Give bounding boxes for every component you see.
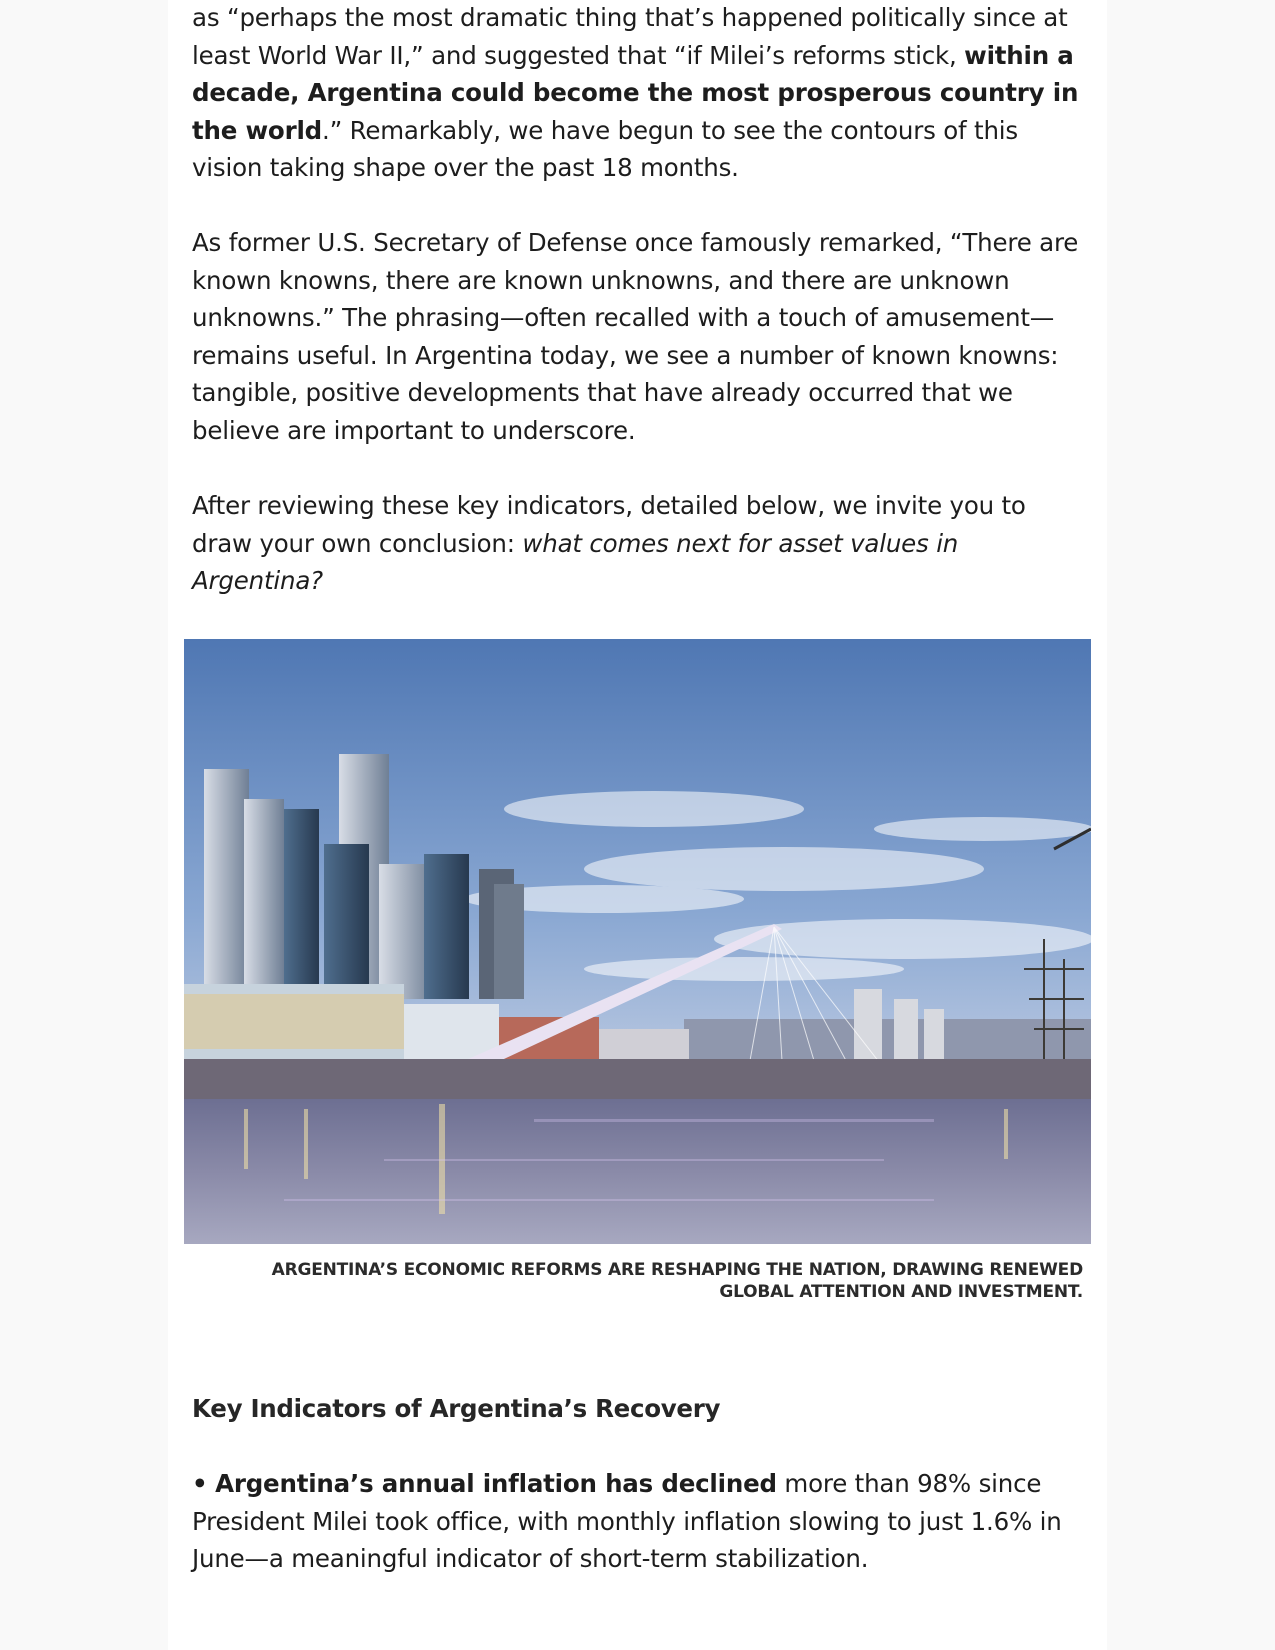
indicator-text: more than 98% since President Milei took office, with monthly inflation slowing to just 1.6% in June—a meaningful indicator of short-term stabilization. <box>192 1469 1062 1573</box>
paragraph-emphasis: within a decade, Argentina could become the most prosperous country in the world <box>192 40 1079 145</box>
intro-paragraph <box>192 0 1082 187</box>
paragraph-text: as “perhaps the most dramatic thing that’s happened politically since at least World War II,” and suggested that “if Milei’s reforms stick, <box>192 3 1068 70</box>
section-heading: Key Indicators of Argentina’s Recovery <box>192 1394 721 1423</box>
indicator-emphasis: Argentina’s annual inflation has declined <box>215 1469 777 1498</box>
paragraph-milei-vision <box>192 0 1082 187</box>
paragraph-conclusion <box>192 487 1082 600</box>
known-knowns-paragraph <box>192 224 1082 449</box>
document-page <box>168 0 1107 1650</box>
bullet-marker: • <box>192 1469 208 1498</box>
paragraph-known-knowns: As former U.S. Secretary of Defense once famously remarked, “There are known knowns, there are known unknowns, and there are unknown unknowns.” The phrasing—often recalled with a touch of amusement—remains useful. In Argentina today, we see a number of known knowns: tangible, positive developments that have already occurred that we believe are important to underscore. <box>192 228 1079 445</box>
paragraph-question: what comes next for asset values in Argentina? <box>192 528 959 595</box>
indicator-list <box>192 1465 1082 1578</box>
conclusion-paragraph <box>192 487 1082 600</box>
paragraph-text: .” Remarkably, we have begun to see the contours of this vision taking shape over the past 18 months. <box>192 115 1018 182</box>
paragraph-text: After reviewing these key indicators, detailed below, we invite you to draw your own conclusion: <box>192 491 1026 558</box>
list-item <box>192 1465 1082 1578</box>
buenos-aires-skyline-photo <box>184 639 1091 1244</box>
photo-caption: ARGENTINA’S ECONOMIC REFORMS ARE RESHAPING THE NATION, DRAWING RENEWED GLOBAL ATTENTION AND INVESTMENT. <box>271 1260 1083 1302</box>
